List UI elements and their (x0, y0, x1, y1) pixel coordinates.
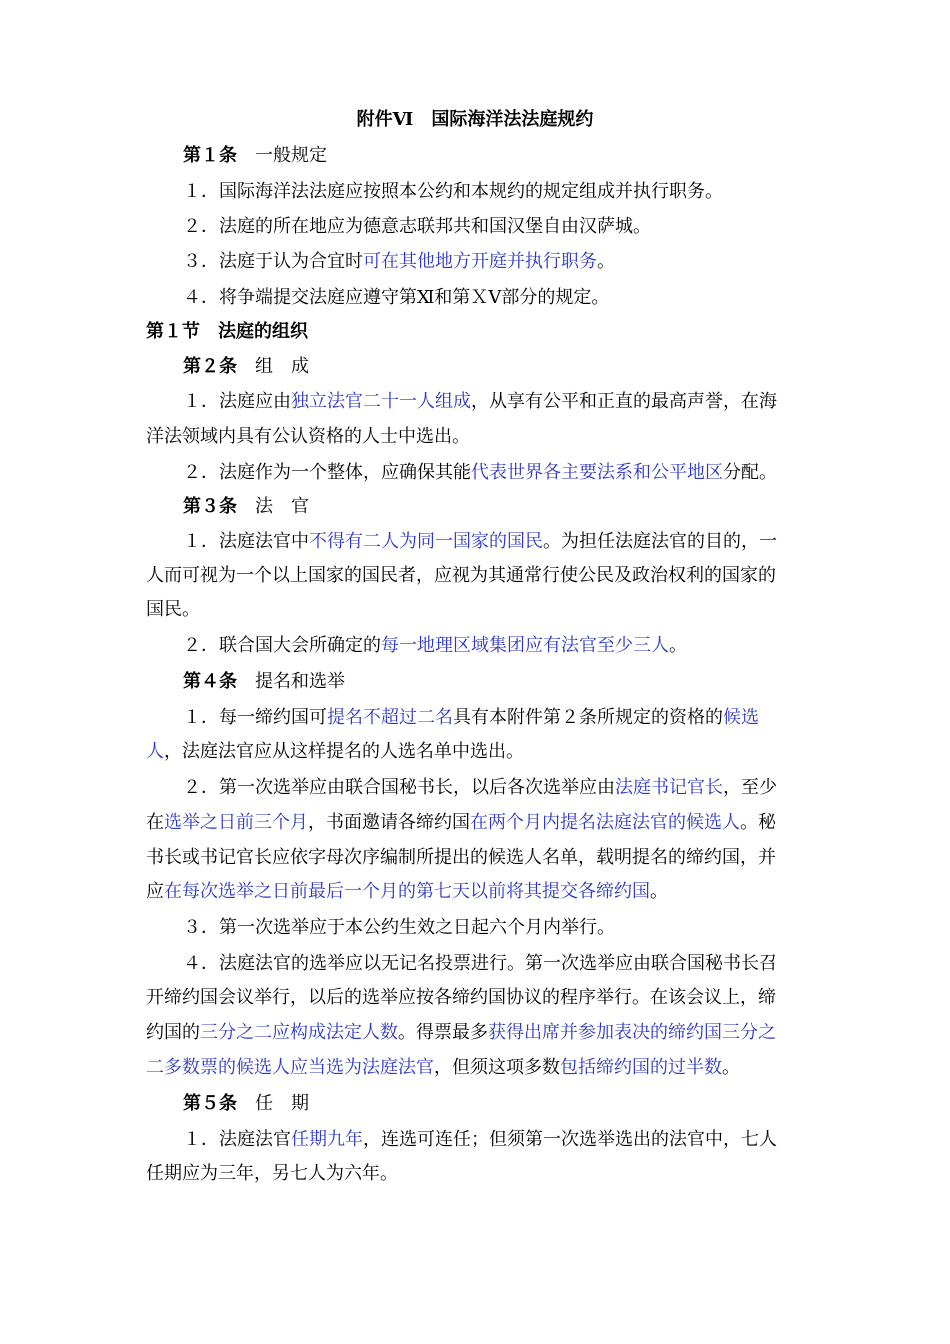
text: ，但须这项多数 (434, 1057, 560, 1078)
text: ２．第一次选举应由联合国秘书长，以后各次选举应由 (183, 777, 615, 798)
paragraph-continuation (146, 880, 668, 904)
highlighted-text: 提名不超过二名 (327, 707, 453, 728)
paragraph (183, 706, 759, 730)
paragraph-continuation (146, 811, 776, 835)
text: 。 (669, 635, 687, 656)
paragraph-continuation: 任期应为三年，另七人为六年。 (146, 1163, 398, 1184)
article-1-heading (183, 144, 327, 168)
paragraph (183, 776, 777, 800)
article-name: 法 官 (255, 496, 309, 517)
highlighted-text: 可在其他地方开庭并执行职务 (363, 251, 597, 272)
article-4-heading (183, 670, 345, 694)
highlighted-text: 三分之二应构成法定人数 (200, 1022, 398, 1043)
article-2-heading (183, 355, 309, 379)
article-number: 第３条 (183, 496, 237, 517)
text: 。 (650, 881, 668, 902)
article-number: 第４条 (183, 671, 237, 692)
article-name: 提名和选举 (255, 671, 345, 692)
paragraph (183, 1128, 777, 1152)
paragraph-continuation (146, 1021, 776, 1045)
highlighted-text: 人 (146, 741, 164, 762)
section-1-heading (146, 320, 308, 344)
paragraph (183, 461, 777, 485)
highlighted-text: 代表世界各主要法系和公平地区 (471, 462, 723, 483)
text: ，法庭法官应从这样提名的人选名单中选出。 (164, 741, 524, 762)
article-number: 第１条 (183, 145, 237, 166)
text: 。秘 (740, 812, 776, 833)
text: 在 (146, 812, 164, 833)
article-3-heading (183, 495, 309, 519)
paragraph-continuation (146, 1056, 740, 1080)
text: １．法庭法官 (183, 1129, 291, 1150)
section-number: 第１节 (146, 321, 200, 342)
paragraph (183, 530, 777, 554)
highlighted-text: 不得有二人为同一国家的国民 (309, 531, 543, 552)
text: １．法庭应由 (183, 391, 291, 412)
highlighted-text: 获得出席并参加表决的缔约国三分之 (488, 1022, 776, 1043)
paragraph (183, 250, 615, 274)
paragraph-continuation (146, 740, 524, 764)
article-5-heading (183, 1092, 309, 1116)
highlighted-text: 每一地理区域集团应有法官至少三人 (381, 635, 669, 656)
highlighted-text: 独立法官二十一人组成 (291, 391, 471, 412)
text: 。 (722, 1057, 740, 1078)
paragraph: ４．法庭法官的选举应以无记名投票进行。第一次选举应由联合国秘书长召 (183, 953, 777, 974)
text: ３．法庭于认为合宜时 (183, 251, 363, 272)
text: 应 (146, 881, 164, 902)
text: 。 (597, 251, 615, 272)
highlighted-text: 候选 (723, 707, 759, 728)
article-number: 第２条 (183, 356, 237, 377)
paragraph-continuation: 洋法领域内具有公认资格的人士中选出。 (146, 426, 470, 447)
paragraph: ２．法庭的所在地应为德意志联邦共和国汉堡自由汉萨城。 (183, 216, 651, 237)
paragraph-continuation: 书长或书记官长应依字母次序编制所提出的候选人名单，载明提名的缔约国，并 (146, 847, 776, 868)
paragraph-continuation: 人而可视为一个以上国家的国民者，应视为其通常行使公民及政治权利的国家的 (146, 565, 776, 586)
article-name: 一般规定 (255, 145, 327, 166)
paragraph: ３．第一次选举应于本公约生效之日起六个月内举行。 (183, 917, 615, 938)
highlighted-text: 包括缔约国的过半数 (560, 1057, 722, 1078)
paragraph-continuation: 国民。 (146, 599, 200, 620)
text: ，从享有公平和正直的最高声誉，在海 (471, 391, 777, 412)
paragraph (183, 634, 687, 658)
text: 具有本附件第２条所规定的资格的 (453, 707, 723, 728)
paragraph: ４．将争端提交法庭应遵守第Ⅺ和第ＸⅤ部分的规定。 (183, 287, 610, 308)
text: 。为担任法庭法官的目的，一 (543, 531, 777, 552)
text: 分配。 (723, 462, 777, 483)
highlighted-text: 选举之日前三个月 (164, 812, 308, 833)
article-name: 任 期 (255, 1093, 309, 1114)
highlighted-text: 在两个月内提名法庭法官的候选人 (470, 812, 740, 833)
text: ，连选可连任；但须第一次选举选出的法官中，七人 (363, 1129, 777, 1150)
article-name: 组 成 (255, 356, 309, 377)
text: 。得票最多 (398, 1022, 488, 1043)
text: 约国的 (146, 1022, 200, 1043)
paragraph: １．国际海洋法法庭应按照本公约和本规约的规定组成并执行职务。 (183, 181, 723, 202)
text: １．法庭法官中 (183, 531, 309, 552)
highlighted-text: 在每次选举之日前最后一个月的第七天以前将其提交各缔约国 (164, 881, 650, 902)
text: ２．联合国大会所确定的 (183, 635, 381, 656)
text: ２．法庭作为一个整体，应确保其能 (183, 462, 471, 483)
section-name: 法庭的组织 (218, 321, 308, 342)
highlighted-text: 任期九年 (291, 1129, 363, 1150)
paragraph (183, 390, 777, 414)
highlighted-text: 二多数票的候选人应当选为法庭法官 (146, 1057, 434, 1078)
text: １．每一缔约国可 (183, 707, 327, 728)
paragraph-continuation: 开缔约国会议举行，以后的选举应按各缔约国协议的程序举行。在该会议上，缔 (146, 987, 776, 1008)
text: ，书面邀请各缔约国 (308, 812, 470, 833)
highlighted-text: 法庭书记官长 (615, 777, 723, 798)
text: ，至少 (723, 777, 777, 798)
article-number: 第５条 (183, 1093, 237, 1114)
document-title: 附件Ⅵ 国际海洋法法庭规约 (356, 109, 594, 130)
